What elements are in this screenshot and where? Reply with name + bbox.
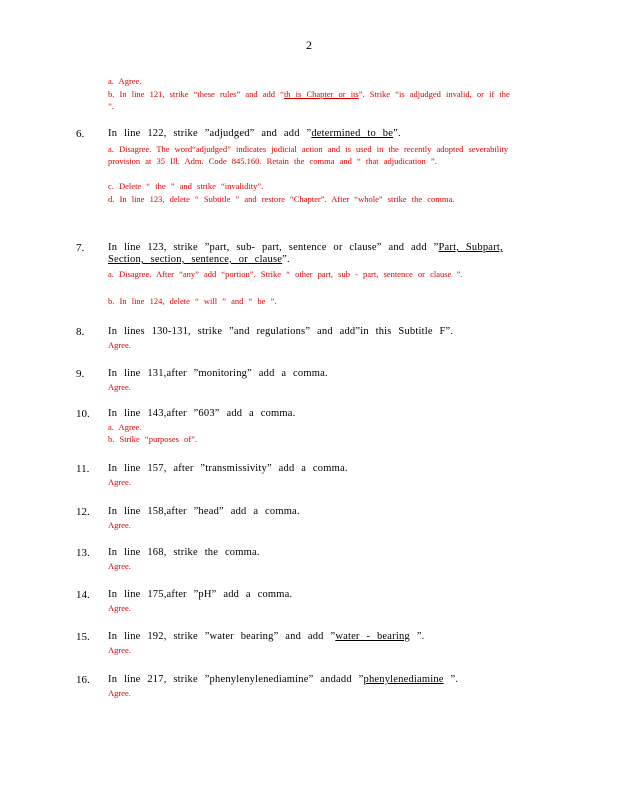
comment: Agree.: [108, 645, 131, 655]
item-number: 14.: [76, 589, 90, 601]
page-number: 2: [306, 38, 312, 52]
item-instruction: In line 168, strike the comma.: [108, 547, 260, 558]
comment-b: b. In line 124, delete “ will ” and “ be ”.: [108, 296, 277, 306]
comment-a: a. Disagree. The word“adjudged” indicates judicial action and is used in the recently adopted severability provision at 35 Ill. Adm. Code 845.160. Retain the comma and “ that adjudication ”.: [108, 144, 509, 166]
comment-top-a: a. Agree.: [108, 76, 142, 86]
comment: Agree.: [108, 603, 131, 613]
comment-a: a. Disagree. After “any” add “portion”. Strike “ other part, sub - part, sentence or clause ”.: [108, 269, 463, 279]
comment-c: c. Delete “ the ” and strike “invalidity”.: [108, 181, 264, 191]
item-instruction: In line 123, strike ”part, sub- part, sentence or clause” and add ”Part, Subpart, Section, section, sentence, or clause”.: [108, 242, 503, 265]
comment-a: a. Agree.: [108, 422, 142, 432]
item-instruction: In line 158,after ”head” add a comma.: [108, 506, 300, 517]
item-instruction: In line 175,after ”pH” add a comma.: [108, 589, 293, 600]
item-number: 12.: [76, 506, 90, 518]
item-number: 7.: [76, 242, 85, 254]
comment-b: b. Strike “purposes of”.: [108, 434, 198, 444]
item-number: 11.: [76, 463, 90, 475]
item-number: 16.: [76, 674, 90, 686]
item-instruction: In line 143,after ”603” add a comma.: [108, 408, 296, 419]
comment: Agree.: [108, 561, 131, 571]
comment: Agree.: [108, 382, 131, 392]
item-number: 13.: [76, 547, 90, 559]
item-number: 8.: [76, 326, 85, 338]
item-instruction: In lines 130-131, strike ”and regulations” and add”in this Subtitle F”.: [108, 326, 454, 337]
item-instruction: In line 192, strike ”water bearing” and add ”water - bearing ”.: [108, 631, 425, 642]
comment-d: d. In line 123, delete “ Subtitle ” and restore “Chapter”. After “whole” strike the comma.: [108, 194, 455, 204]
comment: Agree.: [108, 520, 131, 530]
item-number: 9.: [76, 368, 85, 380]
item-instruction: In line 217, strike ”phenylenylenediamine” andadd ”phenylenediamine ”.: [108, 674, 459, 685]
comment: Agree.: [108, 477, 131, 487]
comment: Agree.: [108, 340, 131, 350]
item-number: 10.: [76, 408, 90, 420]
comment: Agree.: [108, 688, 131, 698]
item-instruction: In line 122, strike ”adjudged” and add ”determined to be”.: [108, 128, 401, 139]
comment-top-b: b. In line 121, strike “these rules” and add “th is Chapter or its”. Strike “is adjudged invalid, or if the ”.: [108, 89, 510, 111]
item-instruction: In line 157, after ”transmissivity” add a comma.: [108, 463, 348, 474]
item-number: 6.: [76, 128, 85, 140]
item-instruction: In line 131,after ”monitoring” add a comma.: [108, 368, 328, 379]
item-number: 15.: [76, 631, 90, 643]
